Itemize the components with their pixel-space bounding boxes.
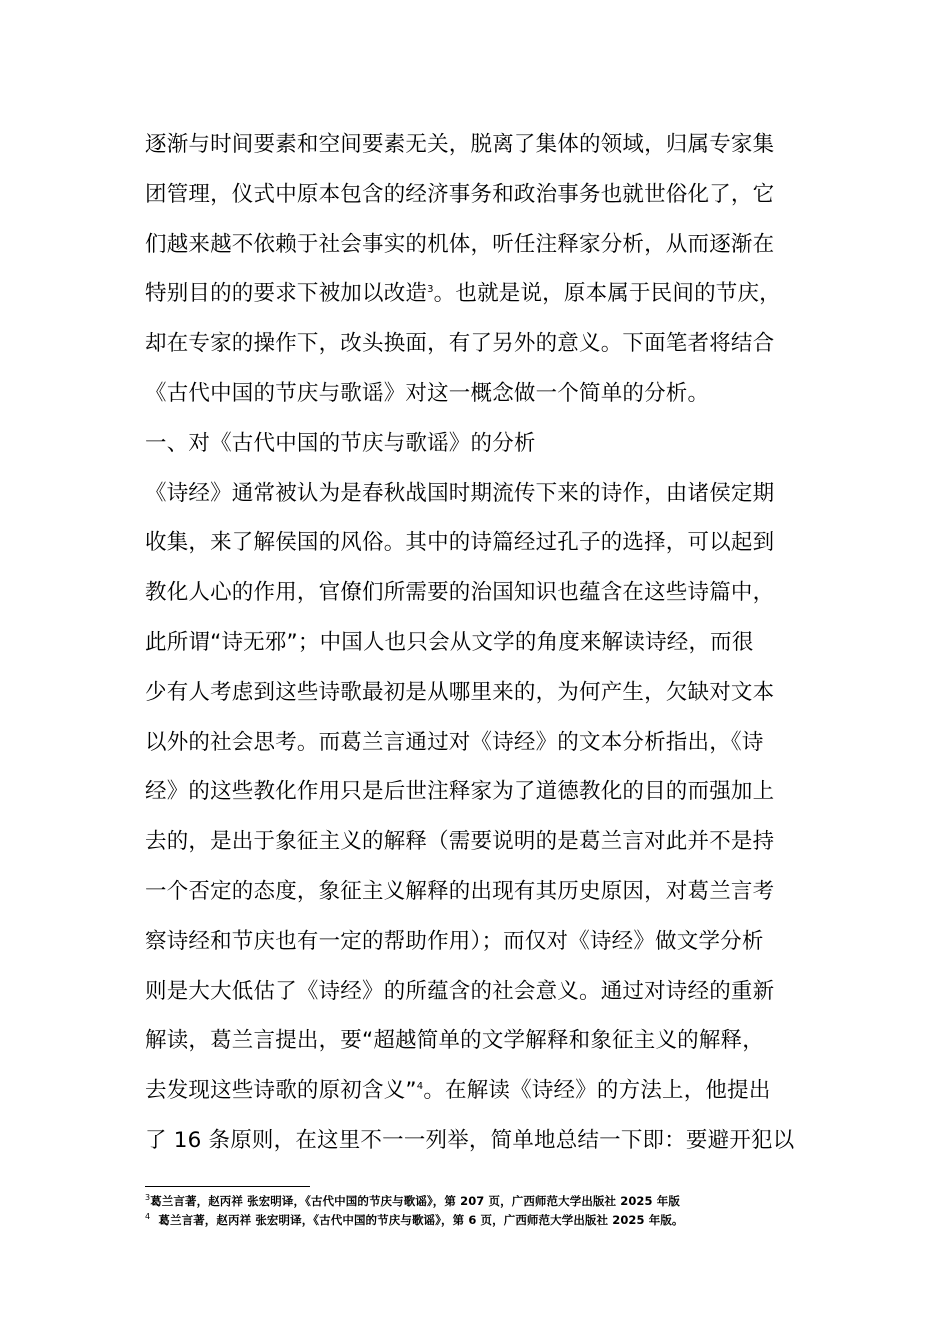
text-line: 少有人考虑到这些诗歌最初是从哪里来的，为何产生，欠缺对文本 [145, 679, 775, 705]
text-line: 逐渐与时间要素和空间要素无关，脱离了集体的领域，归属专家集 [145, 132, 775, 157]
text-line: 则是大大低估了《诗经》的所蕴含的社会意义。通过对诗经的重新 [145, 978, 775, 1004]
text-line: 以外的社会思考。而葛兰言通过对《诗经》的文本分析指出，《诗 [145, 729, 764, 755]
text-segment: 。也就是说，原本属于民间的节庆， [433, 281, 781, 307]
footnote-text: 葛兰言著，赵丙祥 张宏明译，《古代中国的节庆与歌谣》，第 207 页，广西师范大学出版社 2025 年版 [150, 1194, 680, 1208]
text-line: 经》的这些教化作用只是后世注释家为了道德教化的目的而强加上 [145, 779, 775, 805]
footnote-3 [145, 1192, 810, 1211]
text-line: 此所谓“诗无邪”；中国人也只会从文学的角度来解读诗经，而很 [145, 629, 754, 655]
text-line: 《诗经》通常被认为是春秋战国时期流传下来的诗作，由诸侯定期 [145, 480, 775, 506]
footnote-ref-4[interactable]: 4 [416, 1080, 424, 1092]
text-line: 团管理，仪式中原本包含的经济事务和政治事务也就世俗化了，它 [145, 181, 775, 207]
text-line: 去的，是出于象征主义的解释（需要说明的是葛兰言对此并不是持 [145, 829, 775, 855]
text-line: 一个否定的态度，象征主义解释的出现有其历史原因，对葛兰言考 [145, 878, 775, 904]
text-line: 收集，来了解侯国的风俗。其中的诗篇经过孔子的选择，可以起到 [145, 530, 775, 556]
footnote-mark: 3 [145, 1193, 151, 1203]
text-line: 教化人心的作用，官僚们所需要的治国知识也蕴含在这些诗篇中， [145, 580, 775, 606]
text-segment: 去发现这些诗歌的原初含义” [145, 1078, 417, 1104]
text-segment: 特别目的的要求下被加以改造 [145, 281, 428, 307]
text-segment: 。在解读《诗经》的方法上，他提出 [423, 1078, 771, 1104]
text-line: 察诗经和节庆也有一定的帮助作用）；而仅对《诗经》做文学分析 [145, 928, 764, 954]
text-line: 却在专家的操作下，改头换面，有了另外的意义。下面笔者将结合 [145, 331, 775, 357]
body-text [145, 120, 810, 1166]
footnotes [145, 1192, 810, 1230]
footnote-ref-3[interactable]: 3 [427, 284, 434, 296]
text-line: 《古代中国的节庆与歌谣》对这一概念做一个简单的分析。 [145, 380, 710, 406]
footnote-4 [145, 1211, 810, 1230]
footnote-mark: 4 [145, 1212, 151, 1222]
section-heading: 一、对《古代中国的节庆与歌谣》的分析 [145, 430, 536, 456]
text-line [145, 269, 810, 319]
text-line [145, 1066, 810, 1116]
footnote-divider [145, 1186, 310, 1187]
footnote-text: 葛兰言著，赵丙祥 张宏明译，《古代中国的节庆与歌谣》，第 6 页，广西师范大学出版社 2025 年版。 [150, 1213, 684, 1227]
text-line: 们越来越不依赖于社会事实的机体，听任注释家分析，从而逐渐在 [145, 231, 775, 257]
text-line: 解读，葛兰言提出，要“超越简单的文学解释和象征主义的解释， [145, 1028, 764, 1054]
text-line: 了 16 条原则，在这里不一一列举，简单地总结一下即：要避开犯以 [145, 1127, 795, 1153]
